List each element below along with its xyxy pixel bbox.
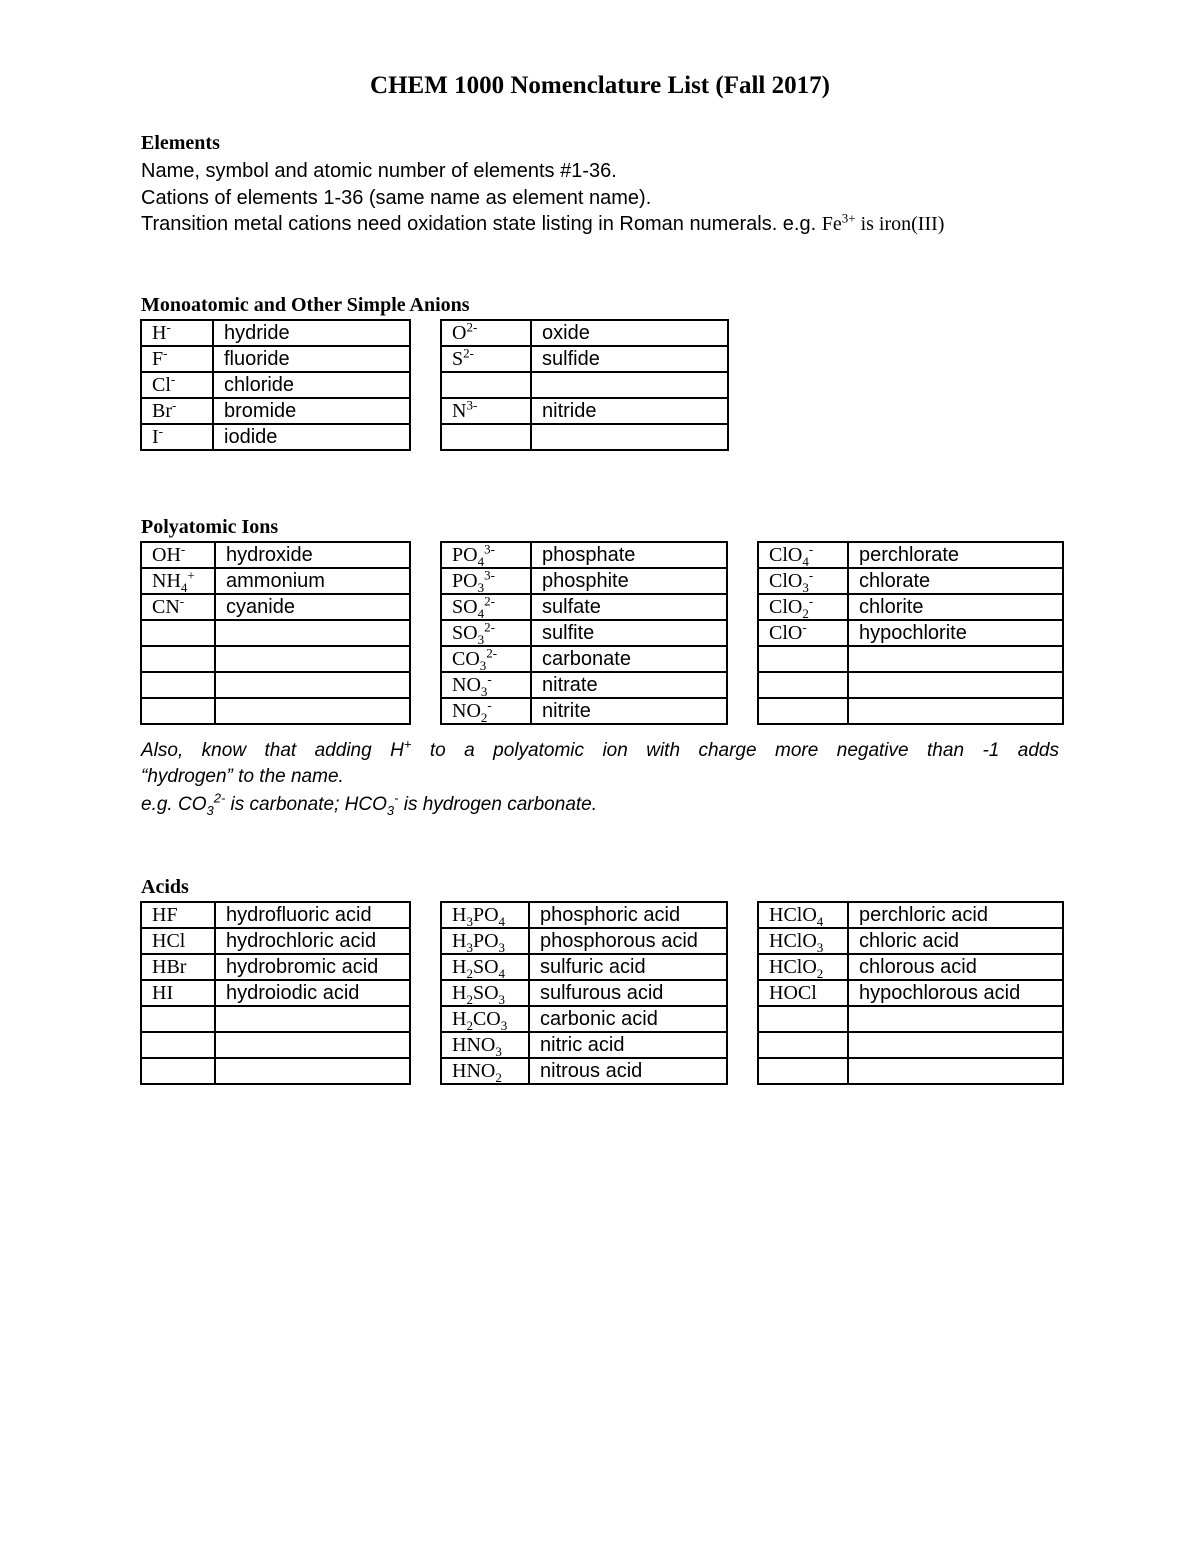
formula-cell: HBr [141, 954, 215, 980]
formula-cell [441, 424, 531, 450]
polyatomic-table-1-row [141, 594, 410, 620]
formula-cell [141, 1032, 215, 1058]
formula-cell: $HNO_2$ [441, 1058, 529, 1084]
anions-table-1-row [141, 372, 410, 398]
name-cell: nitrite [531, 698, 727, 724]
polyatomic-table-2-row [441, 698, 727, 724]
formula-cell: HOCl [758, 980, 848, 1006]
acids-table-1-row [141, 1032, 410, 1058]
acids-table-2-row [441, 954, 727, 980]
name-cell [215, 672, 410, 698]
name-cell: iodide [213, 424, 410, 450]
name-cell: sulfite [531, 620, 727, 646]
acids-table-2-row [441, 1058, 727, 1084]
name-cell: chlorous acid [848, 954, 1063, 980]
name-cell: ammonium [215, 568, 410, 594]
acids-table-1-row [141, 902, 410, 928]
polyatomic-table-1 [140, 541, 411, 725]
formula-cell: HI [141, 980, 215, 1006]
acids-table-3-row [758, 928, 1063, 954]
name-cell: phosphite [531, 568, 727, 594]
polyatomic-table-1-row [141, 672, 410, 698]
name-cell: carbonate [531, 646, 727, 672]
iron-ion-name: is iron(III) [855, 213, 945, 235]
name-cell: phosphate [531, 542, 727, 568]
acids-table-3-row [758, 1058, 1063, 1084]
acids-table-2-row [441, 1006, 727, 1032]
name-cell [215, 1058, 410, 1084]
polyatomic-table-3-row [758, 646, 1063, 672]
polyatomic-table-3-row [758, 698, 1063, 724]
anions-table-2-row [441, 372, 728, 398]
formula-cell: HCl [141, 928, 215, 954]
formula-cell: $HNO_3$ [441, 1032, 529, 1058]
formula-cell: HClO$_4$ [758, 902, 848, 928]
polyatomic-table-3 [757, 541, 1064, 725]
name-cell: sulfate [531, 594, 727, 620]
iron-ion-charge: 3+ [841, 210, 856, 226]
acids-table-2-row [441, 1032, 727, 1058]
polyatomic-table-2-row [441, 542, 727, 568]
name-cell [215, 698, 410, 724]
formula-cell [141, 646, 215, 672]
iron-ion-symbol: Fe [821, 213, 842, 235]
page-title: CHEM 1000 Nomenclature List (Fall 2017) [370, 72, 830, 99]
formula-cell [141, 1058, 215, 1084]
acids-table-1 [140, 901, 411, 1085]
formula-cell [758, 1006, 848, 1032]
name-cell: hydrobromic acid [215, 954, 410, 980]
acids-table-3-row [758, 1032, 1063, 1058]
name-cell [215, 1032, 410, 1058]
name-cell [848, 1006, 1063, 1032]
polyatomic-note-line-3: e.g. $CO_3^{2-}$ is carbonate; $HCO_3^-$ is hydrogen carbonate. [141, 790, 598, 818]
anions-table-2-row [441, 398, 728, 424]
formula-cell: $NH_4^+$ [141, 568, 215, 594]
formula-cell [141, 1006, 215, 1032]
name-cell: hydrochloric acid [215, 928, 410, 954]
name-cell: hypochlorous acid [848, 980, 1063, 1006]
name-cell: perchloric acid [848, 902, 1063, 928]
acids-table-1-row [141, 1058, 410, 1084]
formula-cell [141, 698, 215, 724]
polyatomic-note-line-1: Also, know that adding H+ to a polyatomic ion with charge more negative than -1 adds [141, 736, 1059, 761]
name-cell: fluoride [213, 346, 410, 372]
formula-cell: HClO$_2$ [758, 954, 848, 980]
formula-cell: $N^{3-}$ [441, 398, 531, 424]
polyatomic-table-1-row [141, 646, 410, 672]
name-cell: hypochlorite [848, 620, 1063, 646]
formula-cell: CN- [141, 594, 215, 620]
anions-table-1-row [141, 346, 410, 372]
acids-table-1-row [141, 980, 410, 1006]
acids-table-1-row [141, 1006, 410, 1032]
anions-table-1-row [141, 398, 410, 424]
name-cell: chloric acid [848, 928, 1063, 954]
formula-cell: $PO_3^{3-}$ [441, 568, 531, 594]
name-cell: carbonic acid [529, 1006, 727, 1032]
acids-table-2-row [441, 902, 727, 928]
name-cell: nitrate [531, 672, 727, 698]
formula-cell [141, 620, 215, 646]
name-cell: perchlorate [848, 542, 1063, 568]
formula-cell: $H_3PO_4$ [441, 902, 529, 928]
elements-line-3-text: Transition metal cations need oxidation state listing in Roman numerals. e.g. [141, 213, 822, 235]
acids-table-2 [440, 901, 728, 1085]
polyatomic-table-2-row [441, 594, 727, 620]
formula-cell: Cl- [141, 372, 213, 398]
polyatomic-table-2-row [441, 568, 727, 594]
formula-cell [441, 372, 531, 398]
acids-table-2-row [441, 928, 727, 954]
formula-cell: $H_2SO_3$ [441, 980, 529, 1006]
anions-table-1-row [141, 424, 410, 450]
formula-cell: ClO$_2$- [758, 594, 848, 620]
acids-table-3-row [758, 954, 1063, 980]
name-cell [215, 620, 410, 646]
name-cell: bromide [213, 398, 410, 424]
polyatomic-table-3-row [758, 542, 1063, 568]
polyatomic-table-1-row [141, 698, 410, 724]
acids-table-2-row [441, 980, 727, 1006]
formula-cell: $S^{2-}$ [441, 346, 531, 372]
formula-cell: Br- [141, 398, 213, 424]
polyatomic-table-2-row [441, 646, 727, 672]
name-cell [848, 672, 1063, 698]
acids-table-3-row [758, 980, 1063, 1006]
formula-cell: $SO_3^{2-}$ [441, 620, 531, 646]
name-cell: oxide [531, 320, 728, 346]
formula-cell: $PO_4^{3-}$ [441, 542, 531, 568]
name-cell [215, 1006, 410, 1032]
polyatomic-table-3-row [758, 620, 1063, 646]
formula-cell: ClO$_4$- [758, 542, 848, 568]
formula-cell: H- [141, 320, 213, 346]
elements-line-3 [141, 210, 945, 236]
formula-cell: OH- [141, 542, 215, 568]
formula-cell: $H_2SO_4$ [441, 954, 529, 980]
name-cell: chloride [213, 372, 410, 398]
name-cell: chlorate [848, 568, 1063, 594]
formula-cell [758, 646, 848, 672]
anions-table-1 [140, 319, 411, 451]
polyatomic-table-1-row [141, 568, 410, 594]
anions-table-2 [440, 319, 729, 451]
formula-cell: $CO_3^{2-}$ [441, 646, 531, 672]
polyatomic-heading: Polyatomic Ions [141, 516, 279, 538]
acids-table-3-row [758, 902, 1063, 928]
name-cell [848, 1032, 1063, 1058]
formula-cell: $NO_2^-$ [441, 698, 531, 724]
name-cell: phosphoric acid [529, 902, 727, 928]
polyatomic-table-2-row [441, 672, 727, 698]
acids-table-1-row [141, 928, 410, 954]
anions-heading: Monoatomic and Other Simple Anions [141, 294, 470, 316]
anions-table-1-row [141, 320, 410, 346]
anions-table-2-row [441, 320, 728, 346]
name-cell: sulfide [531, 346, 728, 372]
elements-line-1: Name, symbol and atomic number of elements #1-36. [141, 160, 617, 182]
name-cell: hydrofluoric acid [215, 902, 410, 928]
formula-cell: $O^{2-}$ [441, 320, 531, 346]
polyatomic-table-1-row [141, 542, 410, 568]
name-cell [848, 698, 1063, 724]
polyatomic-table-3-row [758, 568, 1063, 594]
elements-line-2: Cations of elements 1-36 (same name as element name). [141, 187, 652, 209]
name-cell [531, 424, 728, 450]
acids-table-1-row [141, 954, 410, 980]
anions-table-2-row [441, 424, 728, 450]
formula-cell [758, 672, 848, 698]
formula-cell: $SO_4^{2-}$ [441, 594, 531, 620]
formula-cell: $H_3PO_3$ [441, 928, 529, 954]
name-cell: cyanide [215, 594, 410, 620]
polyatomic-table-1-row [141, 620, 410, 646]
formula-cell: F- [141, 346, 213, 372]
name-cell [848, 1058, 1063, 1084]
formula-cell [758, 698, 848, 724]
formula-cell: $NO_3^-$ [441, 672, 531, 698]
formula-cell [141, 672, 215, 698]
name-cell: hydroxide [215, 542, 410, 568]
acids-heading: Acids [141, 876, 189, 898]
name-cell [848, 646, 1063, 672]
formula-cell: $H_2CO_3$ [441, 1006, 529, 1032]
name-cell: sulfuric acid [529, 954, 727, 980]
name-cell: nitride [531, 398, 728, 424]
name-cell [531, 372, 728, 398]
acids-table-3-row [758, 1006, 1063, 1032]
formula-cell [758, 1058, 848, 1084]
formula-cell: ClO- [758, 620, 848, 646]
name-cell: hydride [213, 320, 410, 346]
name-cell: phosphorous acid [529, 928, 727, 954]
name-cell [215, 646, 410, 672]
polyatomic-table-2-row [441, 620, 727, 646]
formula-cell: HF [141, 902, 215, 928]
name-cell: nitrous acid [529, 1058, 727, 1084]
name-cell: chlorite [848, 594, 1063, 620]
formula-cell: ClO$_3$- [758, 568, 848, 594]
polyatomic-table-2 [440, 541, 728, 725]
formula-cell: I- [141, 424, 213, 450]
acids-table-3 [757, 901, 1064, 1085]
formula-cell [758, 1032, 848, 1058]
elements-heading: Elements [141, 132, 220, 154]
polyatomic-note-line-2: “hydrogen” to the name. [141, 766, 344, 787]
name-cell: hydroiodic acid [215, 980, 410, 1006]
formula-cell: HClO$_3$ [758, 928, 848, 954]
polyatomic-table-3-row [758, 672, 1063, 698]
anions-table-2-row [441, 346, 728, 372]
name-cell: nitric acid [529, 1032, 727, 1058]
name-cell: sulfurous acid [529, 980, 727, 1006]
polyatomic-table-3-row [758, 594, 1063, 620]
